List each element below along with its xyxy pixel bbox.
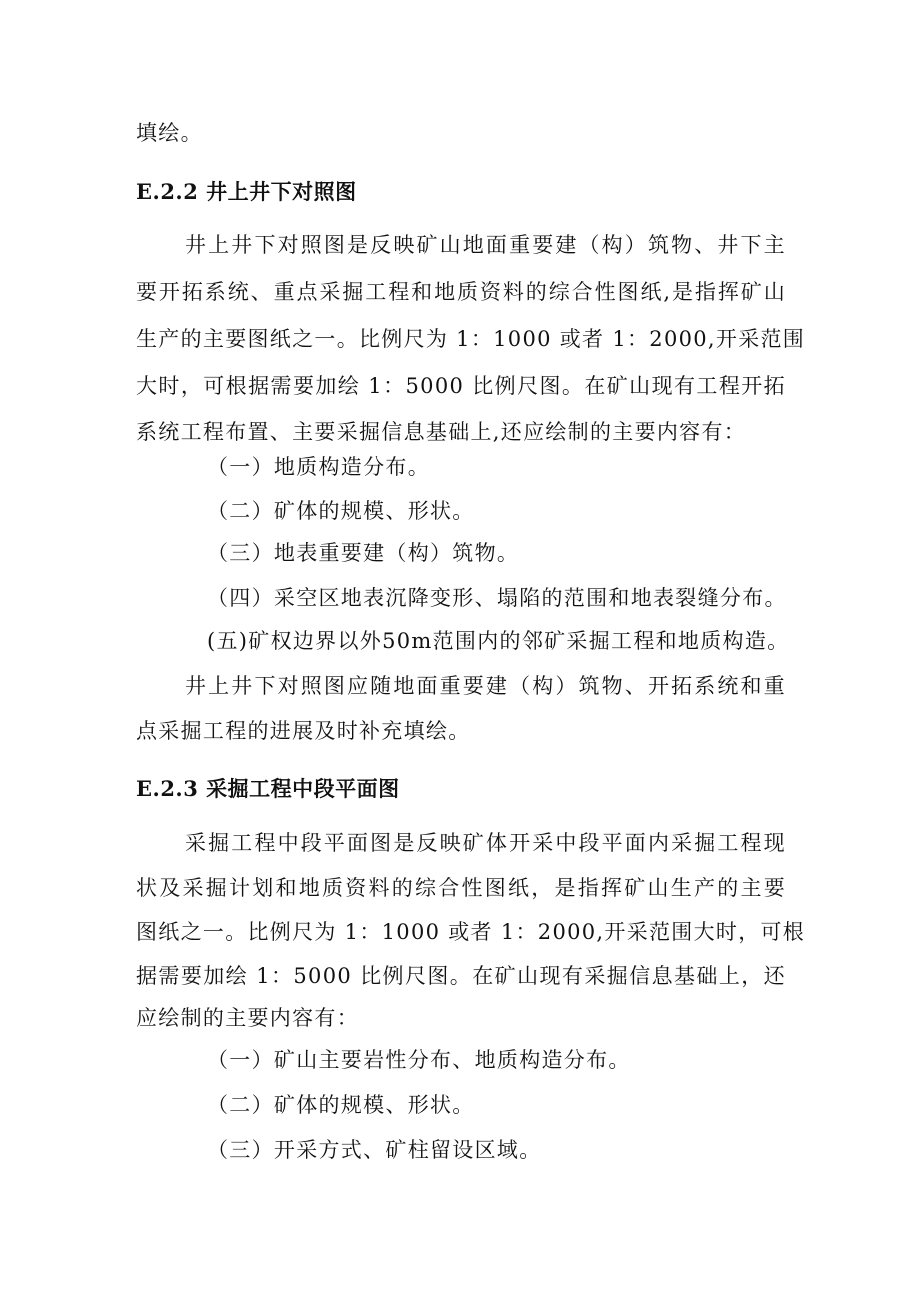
list-item: （四）采空区地表沉降变形、塌陷的范围和地表裂缝分布。: [207, 586, 787, 610]
section-heading: E.2.3 采掘工程中段平面图: [136, 776, 400, 801]
list-item: （三）开采方式、矿柱留设区域。: [207, 1138, 542, 1162]
list-item: （二）矿体的规模、形状。: [207, 1093, 475, 1117]
paragraph-line: 采掘工程中段平面图是反映矿体开采中段平面内采掘工程现: [185, 831, 786, 855]
paragraph-line: 状及采掘计划和地质资料的综合性图纸，是指挥矿山生产的主要: [136, 876, 786, 900]
list-item: （一）地质构造分布。: [207, 455, 430, 479]
paragraph-line: 井上井下对照图应随地面重要建（构）筑物、开拓系统和重: [185, 674, 786, 698]
paragraph-line: 生产的主要图纸之一。比例尺为 1：1000 或者 1：2000,开采范围: [136, 327, 806, 351]
list-item: (五)矿权边界以外50m范围内的邻矿采掘工程和地质构造。: [207, 629, 790, 653]
list-item: （一）矿山主要岩性分布、地质构造分布。: [207, 1048, 631, 1072]
list-item: （三）地表重要建（构）筑物。: [207, 541, 520, 565]
list-item: （二）矿体的规模、形状。: [207, 499, 475, 523]
paragraph-line: 应绘制的主要内容有：: [136, 1006, 359, 1030]
paragraph-line: 图纸之一。比例尺为 1：1000 或者 1：2000,开采范围大时，可根: [136, 920, 806, 944]
section-heading: E.2.2 井上井下对照图: [136, 179, 357, 204]
paragraph-line: 大时，可根据需要加绘 1：5000 比例尺图。在矿山现有工程开拓: [136, 374, 786, 398]
paragraph-line: 井上井下对照图是反映矿山地面重要建（构）筑物、井下主: [185, 233, 786, 257]
continuation-text: 填绘。: [136, 121, 203, 145]
paragraph-line: 据需要加绘 1：5000 比例尺图。在矿山现有采掘信息基础上，还: [136, 964, 786, 988]
paragraph-line: 系统工程布置、主要采掘信息基础上,还应绘制的主要内容有：: [136, 420, 747, 444]
paragraph-line: 要开拓系统、重点采掘工程和地质资料的综合性图纸,是指挥矿山: [136, 280, 786, 304]
paragraph-line: 点采掘工程的进展及时补充填绘。: [136, 719, 471, 743]
